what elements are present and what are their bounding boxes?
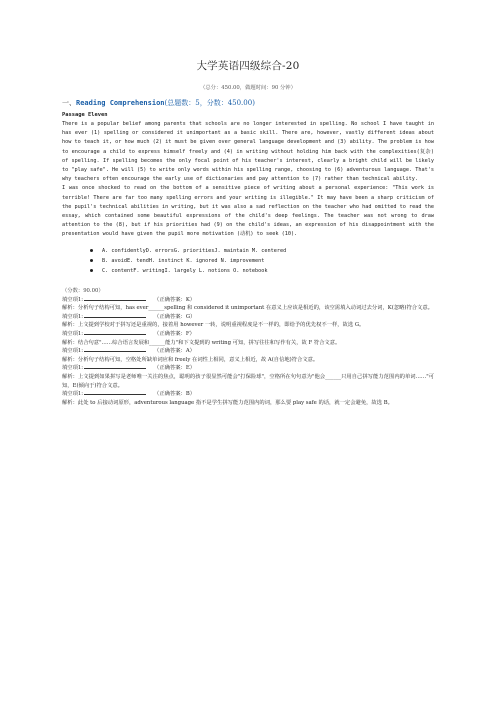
answer-row-1 bbox=[62, 296, 434, 305]
answer-explanation-6: 解析：此处 to 后接动词原形，adventurous language 指不是学生拼写能力范围内的词，那么要 play safe 的话，就一定会避免，故选 B。 bbox=[62, 399, 393, 406]
option-list bbox=[90, 246, 434, 276]
fill-label: 填空项1: bbox=[62, 296, 84, 303]
answer-row-2 bbox=[62, 313, 434, 322]
answer-explanation-2: 解析：上文提到学校对于拼写还是重视的，接着用 however 一转，说明重视程度是不一样的，即给予的优先权不一样，故选 G。 bbox=[62, 322, 365, 329]
answer-blank[interactable] bbox=[84, 334, 146, 335]
correct-answer: （正确答案：F） bbox=[154, 331, 195, 338]
answer-explanation-3: 解析：结合句意"……综合语言发展和______能力"和下文提到的 writing 可知，拼写往往和写作有关，故 F 符合文意。 bbox=[62, 339, 341, 346]
section-info: (总题数：5，分数：450.00) bbox=[164, 99, 255, 107]
passage-body bbox=[62, 120, 434, 240]
correct-answer: （正确答案：A） bbox=[154, 348, 195, 355]
bullet-icon bbox=[90, 249, 93, 252]
score-line: （分数：90.00） bbox=[62, 287, 104, 294]
option-row-2 bbox=[90, 256, 434, 266]
passage-paragraph-1: There is a popular belief among parents that schools are no longer interested in spelling. No school I have taught in has ever (1) spelling or considered it unimportant as a basic skill. There are, however, vastly different ideas about how to teach it, or how much (2) it must be given over general language development and (3) ability. The problem is how to encourage a child to express himself freely and (4) in writing without holding him back with the complexities(复杂) of spelling. If spelling becomes the only focal point of his teacher's interest, clearly a bright child will be likely to "play safe". He will (5) to write only words within his spelling range, choosing to (6) adventurous language. That's why teachers often encourage the early use of dictionaries and pay attention to (7) rather than technical ability. bbox=[62, 121, 434, 183]
correct-answer: （正确答案：E） bbox=[154, 365, 195, 372]
correct-answer: （正确答案：G） bbox=[154, 313, 196, 320]
answer-blank[interactable] bbox=[84, 300, 146, 301]
option-text: B. avoidE. tendH. instinct K. ignored N. improvement bbox=[102, 257, 265, 264]
document-page bbox=[62, 58, 434, 407]
answer-blank[interactable] bbox=[84, 394, 146, 395]
correct-answer: （正确答案：B） bbox=[154, 391, 196, 398]
option-row-3 bbox=[90, 266, 434, 276]
fill-label: 填空项1: bbox=[62, 391, 84, 398]
section-name: Reading Comprehension bbox=[76, 99, 165, 107]
answer-row-5 bbox=[62, 364, 434, 373]
correct-answer: （正确答案：K） bbox=[154, 296, 196, 303]
bullet-icon bbox=[90, 259, 93, 262]
document-title: 大学英语四级综合-20 bbox=[196, 60, 300, 72]
option-row-1 bbox=[90, 246, 434, 256]
option-text: C. contentF. writingI. largely L. notions O. notebook bbox=[102, 267, 268, 274]
answer-blank[interactable] bbox=[84, 351, 146, 352]
answer-explanation-1: 解析：分析句子结构可知，has ever______spelling 和 considered it unimportant 在意义上应该是相近的，该空需填入动词过去分词，K(忽略)符合文意。 bbox=[62, 305, 433, 312]
answer-row-3 bbox=[62, 330, 434, 339]
section-heading bbox=[62, 98, 434, 108]
fill-label: 填空项1: bbox=[62, 365, 84, 372]
answer-explanation-4: 解析：分析句子结构可知，空格处所缺单词应和 freely 在词性上相同，意义上相近，故 A(自信地)符合文意。 bbox=[62, 356, 319, 363]
answer-row-6 bbox=[62, 390, 434, 399]
document-meta: （总分：450.00，做题时间：90 分钟） bbox=[200, 85, 296, 91]
passage-paragraph-2: I was once shocked to read on the bottom of a sensitive piece of writing about a personal experience: "This work is terrible! There are far too many spelling errors and your writing is illegible." It may have been a sharp criticism of the pupil's technical abilities in writing, but it was also a sad reflection on the teacher who had omitted to read the essay, which contained some beautiful expressions of the child's deep feelings. The teacher was not wrong to draw attention to the (8), but if his priorities had (9) on the child's ideas, an expression of his disappointment with the presentation would have given the pupil more motivation (动机) to seek (10). bbox=[62, 185, 434, 238]
answer-list bbox=[62, 296, 434, 408]
fill-label: 填空项1: bbox=[62, 313, 84, 320]
fill-label: 填空项1: bbox=[62, 331, 84, 338]
section-prefix: 一、 bbox=[62, 99, 76, 107]
passage-title: Passage Eleven bbox=[62, 112, 108, 118]
answer-explanation-5: 解析：上文提到如果拼写是老师唯一关注的焦点，聪明的孩子很显然可能会"打保险球"，空格所在句句意为"他会______只用自己拼写能力范围内的单词……"可知，E(倾向于)符合文意。 bbox=[62, 373, 434, 389]
answer-blank[interactable] bbox=[84, 317, 146, 318]
option-text: A. confidentlyD. errorsG. prioritiesJ. maintain M. centered bbox=[102, 247, 287, 254]
answer-blank[interactable] bbox=[84, 368, 146, 369]
answer-row-4 bbox=[62, 347, 434, 356]
bullet-icon bbox=[90, 269, 93, 272]
fill-label: 填空项1: bbox=[62, 348, 84, 355]
